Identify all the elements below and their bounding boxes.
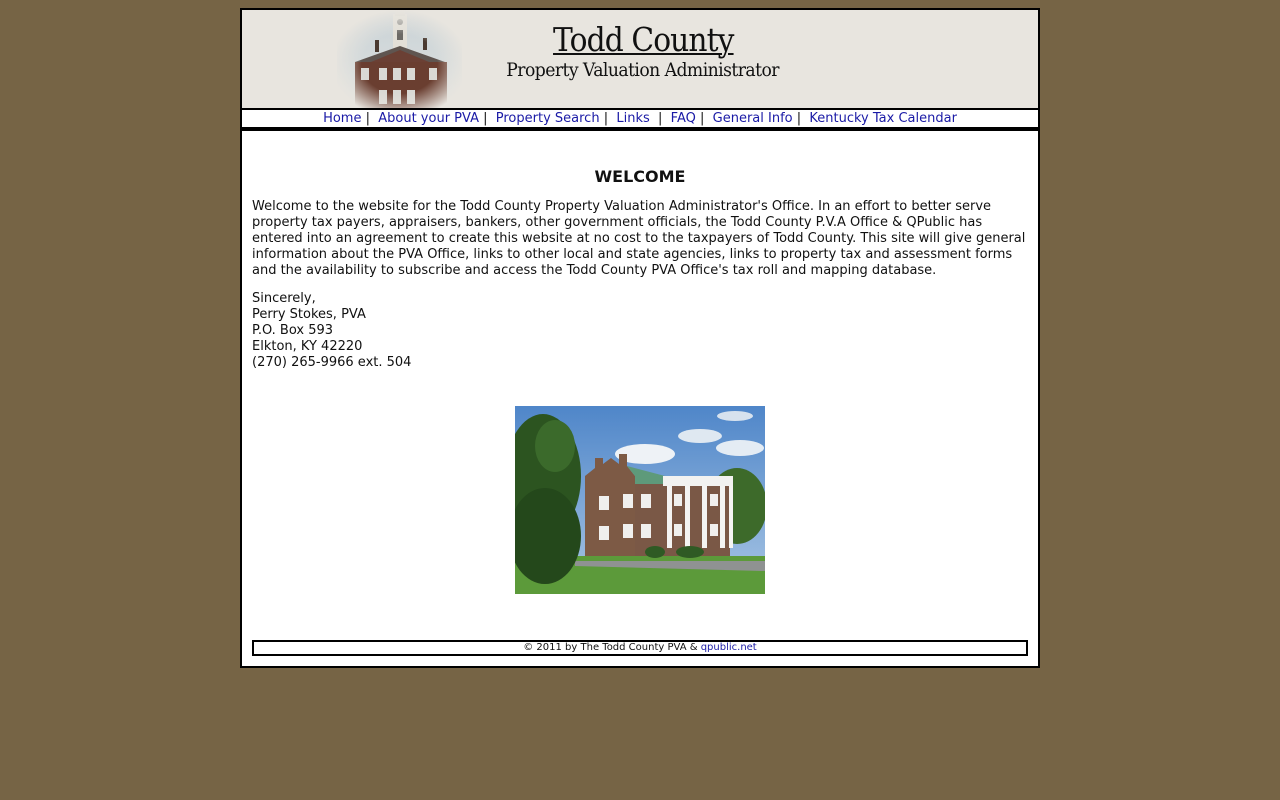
nav-separator: | [599,111,617,126]
nav-separator: | [478,111,496,126]
nav-property-search[interactable]: Property Search [495,111,600,126]
signature-po-box: P.O. Box 593 [252,323,334,338]
nav-about-your-pva[interactable]: About your PVA [378,111,479,126]
signature-name: Perry Stokes, PVA [252,307,366,322]
page-container [240,8,1040,668]
signature-closing: Sincerely, [252,291,316,306]
site-footer [252,640,1028,656]
main-nav [242,110,1038,131]
county-name: Todd County [552,20,734,59]
qpublic-link[interactable]: qpublic.net [700,642,757,653]
nav-separator: | [649,111,671,126]
site-header [242,10,1038,110]
nav-faq[interactable]: FAQ [670,111,696,126]
office-subtitle: Property Valuation Administrator [506,60,780,81]
nav-separator: | [792,111,810,126]
page-heading: WELCOME [594,167,686,186]
nav-home[interactable]: Home [323,111,362,126]
copyright-text: © 2011 by The Todd County PVA & [523,642,701,653]
main-content [252,131,1028,371]
nav-separator: | [695,111,713,126]
signature-phone: (270) 265-9966 ext. 504 [252,355,412,370]
nav-links[interactable]: Links [616,111,650,126]
intro-paragraph: Welcome to the website for the Todd County Property Valuation Administrator's Office. In an effort to better serve property tax payers, appraisers, bankers, other government officials, the Todd County P.V.A Office & QPublic has entered into an agreement to create this website at no cost to the taxpayers of Todd County. This site will give general information about the PVA Office, links to other local and state agencies, links to property tax and assessment forms and the availability to subscribe and access the Todd County PVA Office's tax roll and mapping database. [252,199,1026,278]
courthouse-logo-image [337,10,462,108]
nav-general-info[interactable]: General Info [712,111,793,126]
signature-city: Elkton, KY 42220 [252,339,363,354]
nav-kentucky-tax-calendar[interactable]: Kentucky Tax Calendar [809,111,957,126]
nav-separator: | [361,111,379,126]
pva-office-photo [515,406,765,594]
header-title-block [488,20,798,82]
signature-block [252,291,1028,371]
